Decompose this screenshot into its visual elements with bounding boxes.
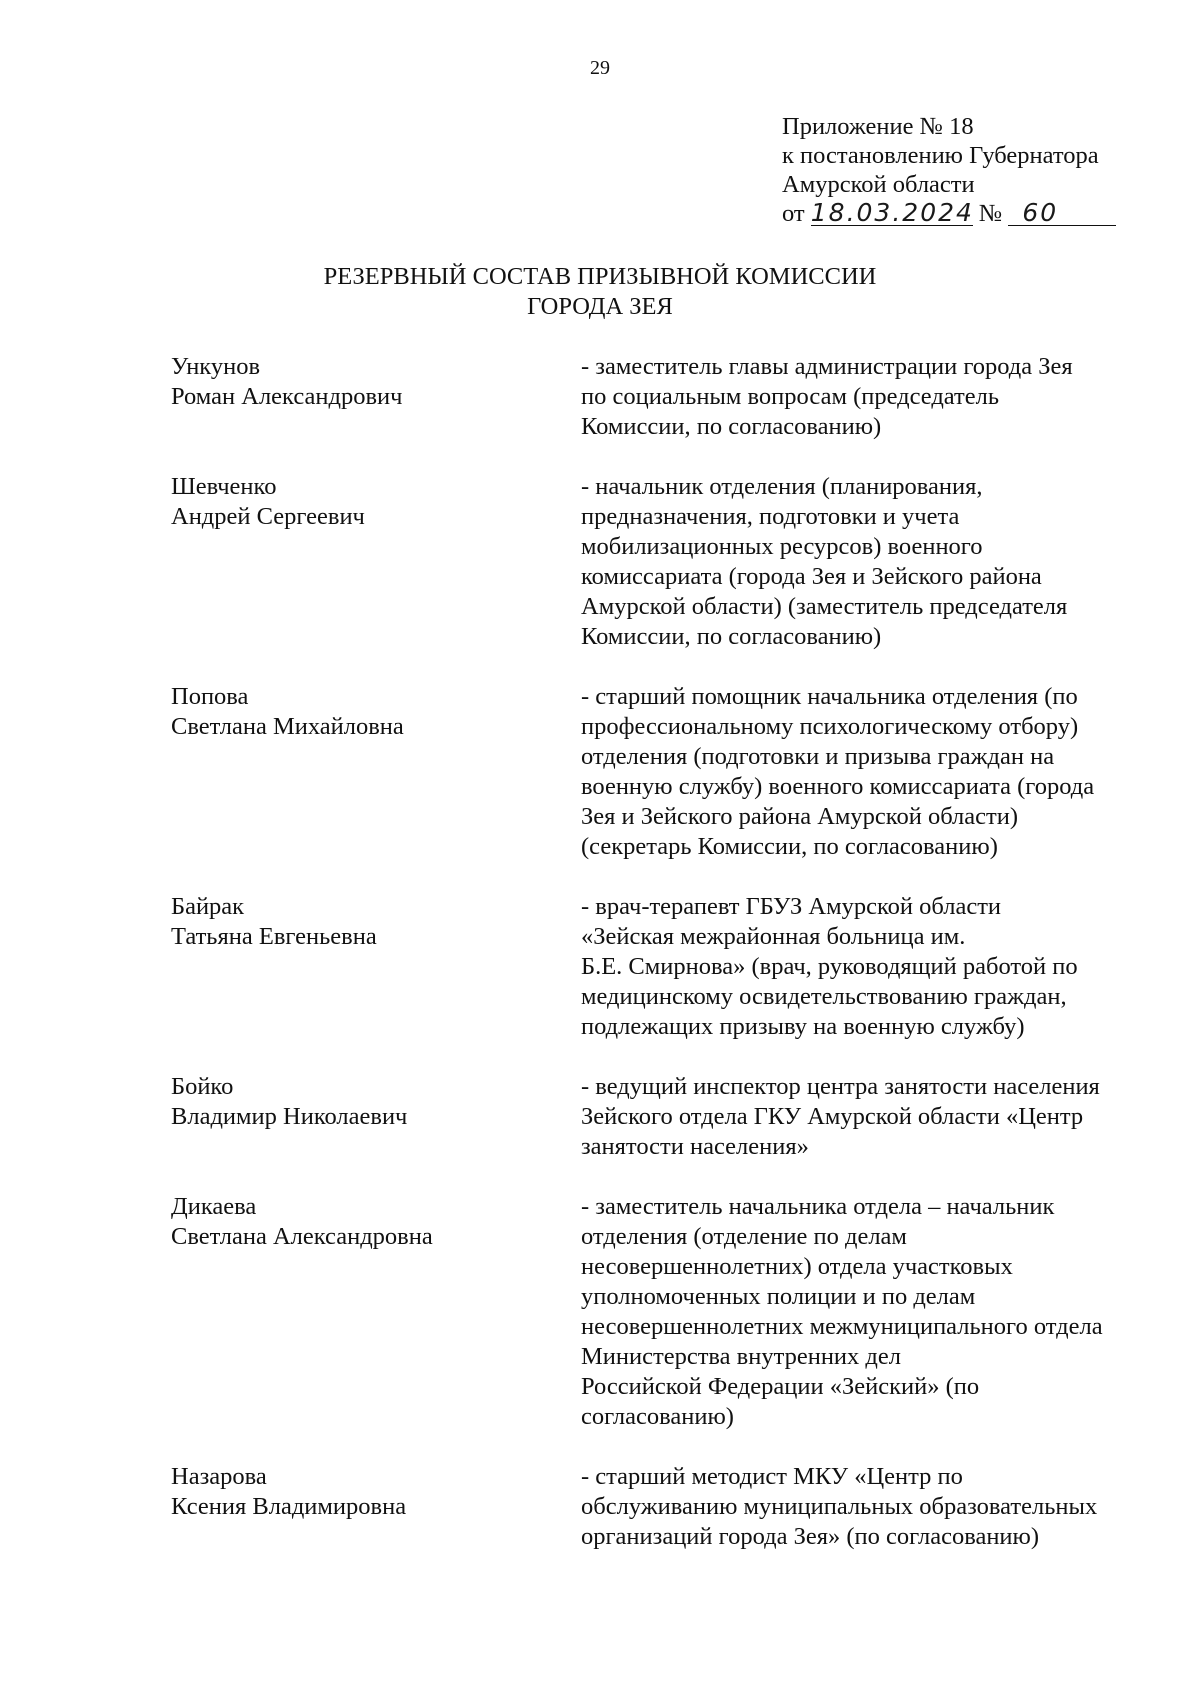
document-title — [0, 262, 1200, 322]
role-line: отделения (подготовки и призыва граждан на — [581, 743, 1055, 770]
member-name — [171, 1192, 581, 1252]
member-list — [171, 352, 1171, 1552]
role-line: Российской Федерации «Зейский» (по — [581, 1373, 980, 1400]
handwritten-date: 18.03.2024 — [810, 198, 974, 227]
role-line: - начальник отделения (планирования, — [581, 473, 983, 500]
member-role — [581, 892, 1161, 1042]
member-entry — [171, 352, 1171, 442]
member-name — [171, 892, 581, 952]
member-role — [581, 352, 1161, 442]
member-given-names: Светлана Михайловна — [171, 713, 404, 740]
member-name — [171, 682, 581, 742]
member-role — [581, 1072, 1161, 1162]
role-line: несовершеннолетних межмуниципального отдела — [581, 1313, 1103, 1340]
role-line: - заместитель главы администрации города Зея — [581, 353, 1073, 380]
role-line: несовершеннолетних) отдела участковых — [581, 1253, 1013, 1280]
member-given-names: Ксения Владимировна — [171, 1493, 407, 1520]
role-line: отделения (отделение по делам — [581, 1223, 907, 1250]
member-entry — [171, 1462, 1171, 1552]
role-line: (секретарь Комиссии, по согласованию) — [581, 833, 998, 860]
member-entry — [171, 1192, 1171, 1432]
member-surname: Бойко — [171, 1073, 234, 1100]
member-entry — [171, 682, 1171, 862]
member-role — [581, 1462, 1161, 1552]
role-line: «Зейская межрайонная больница им. — [581, 923, 966, 950]
role-line: комиссариата (города Зея и Зейского района — [581, 563, 1042, 590]
role-line: Зея и Зейского района Амурской области) — [581, 803, 1019, 830]
member-surname: Ункунов — [171, 353, 261, 380]
member-name — [171, 1072, 581, 1132]
role-line: Комиссии, по согласованию) — [581, 413, 882, 440]
member-role — [581, 682, 1161, 862]
member-name — [171, 352, 581, 412]
appendix-line-1: Приложение № 18 — [782, 113, 974, 140]
member-role — [581, 1192, 1161, 1432]
member-given-names: Владимир Николаевич — [171, 1103, 408, 1130]
number-prefix: № — [978, 200, 1003, 227]
date-prefix: от — [782, 200, 805, 227]
member-surname: Попова — [171, 683, 249, 710]
role-line: уполномоченных полиции и по делам — [581, 1283, 976, 1310]
role-line: профессиональному психологическому отбору) — [581, 713, 1079, 740]
role-line: организаций города Зея» (по согласованию) — [581, 1523, 1039, 1550]
member-surname: Шевченко — [171, 473, 277, 500]
role-line: занятости населения» — [581, 1133, 809, 1160]
member-given-names: Татьяна Евгеньевна — [171, 923, 377, 950]
appendix-header — [782, 112, 1132, 228]
member-entry — [171, 472, 1171, 652]
role-line: подлежащих призыву на военную службу) — [581, 1013, 1025, 1040]
role-line: Зейского отдела ГКУ Амурской области «Центр — [581, 1103, 1084, 1130]
role-line: обслуживанию муниципальных образовательных — [581, 1493, 1098, 1520]
role-line: согласованию) — [581, 1403, 734, 1430]
appendix-line-2: к постановлению Губернатора — [782, 142, 1099, 169]
appendix-line-3: Амурской области — [782, 171, 975, 198]
role-line: - врач-терапевт ГБУЗ Амурской области — [581, 893, 1002, 920]
appendix-date-line — [782, 199, 1132, 228]
role-line: по социальным вопросам (председатель — [581, 383, 1000, 410]
page-number: 29 — [590, 57, 610, 79]
member-given-names: Светлана Александровна — [171, 1223, 433, 1250]
member-given-names: Роман Александрович — [171, 383, 403, 410]
member-name — [171, 472, 581, 532]
role-line: - заместитель начальника отдела – начальник — [581, 1193, 1055, 1220]
role-line: медицинскому освидетельствованию граждан, — [581, 983, 1067, 1010]
role-line: - ведущий инспектор центра занятости населения — [581, 1073, 1100, 1100]
role-line: Б.Е. Смирнова» (врач, руководящий работой по — [581, 953, 1078, 980]
member-given-names: Андрей Сергеевич — [171, 503, 365, 530]
role-line: мобилизационных ресурсов) военного — [581, 533, 983, 560]
member-surname: Байрак — [171, 893, 245, 920]
role-line: - старший методист МКУ «Центр по — [581, 1463, 963, 1490]
title-line-2: ГОРОДА ЗЕЯ — [527, 293, 673, 320]
member-surname: Дикаева — [171, 1193, 257, 1220]
role-line: Комиссии, по согласованию) — [581, 623, 882, 650]
role-line: Амурской области) (заместитель председателя — [581, 593, 1068, 620]
member-entry — [171, 892, 1171, 1042]
role-line: Министерства внутренних дел — [581, 1343, 901, 1370]
member-name — [171, 1462, 581, 1522]
role-line: военную службу) военного комиссариата (города — [581, 773, 1095, 800]
role-line: - старший помощник начальника отделения (по — [581, 683, 1078, 710]
member-surname: Назарова — [171, 1463, 267, 1490]
role-line: предназначения, подготовки и учета — [581, 503, 960, 530]
member-role — [581, 472, 1161, 652]
member-entry — [171, 1072, 1171, 1162]
title-line-1: РЕЗЕРВНЫЙ СОСТАВ ПРИЗЫВНОЙ КОМИССИИ — [323, 263, 877, 290]
handwritten-number: 60 — [1008, 201, 1116, 226]
